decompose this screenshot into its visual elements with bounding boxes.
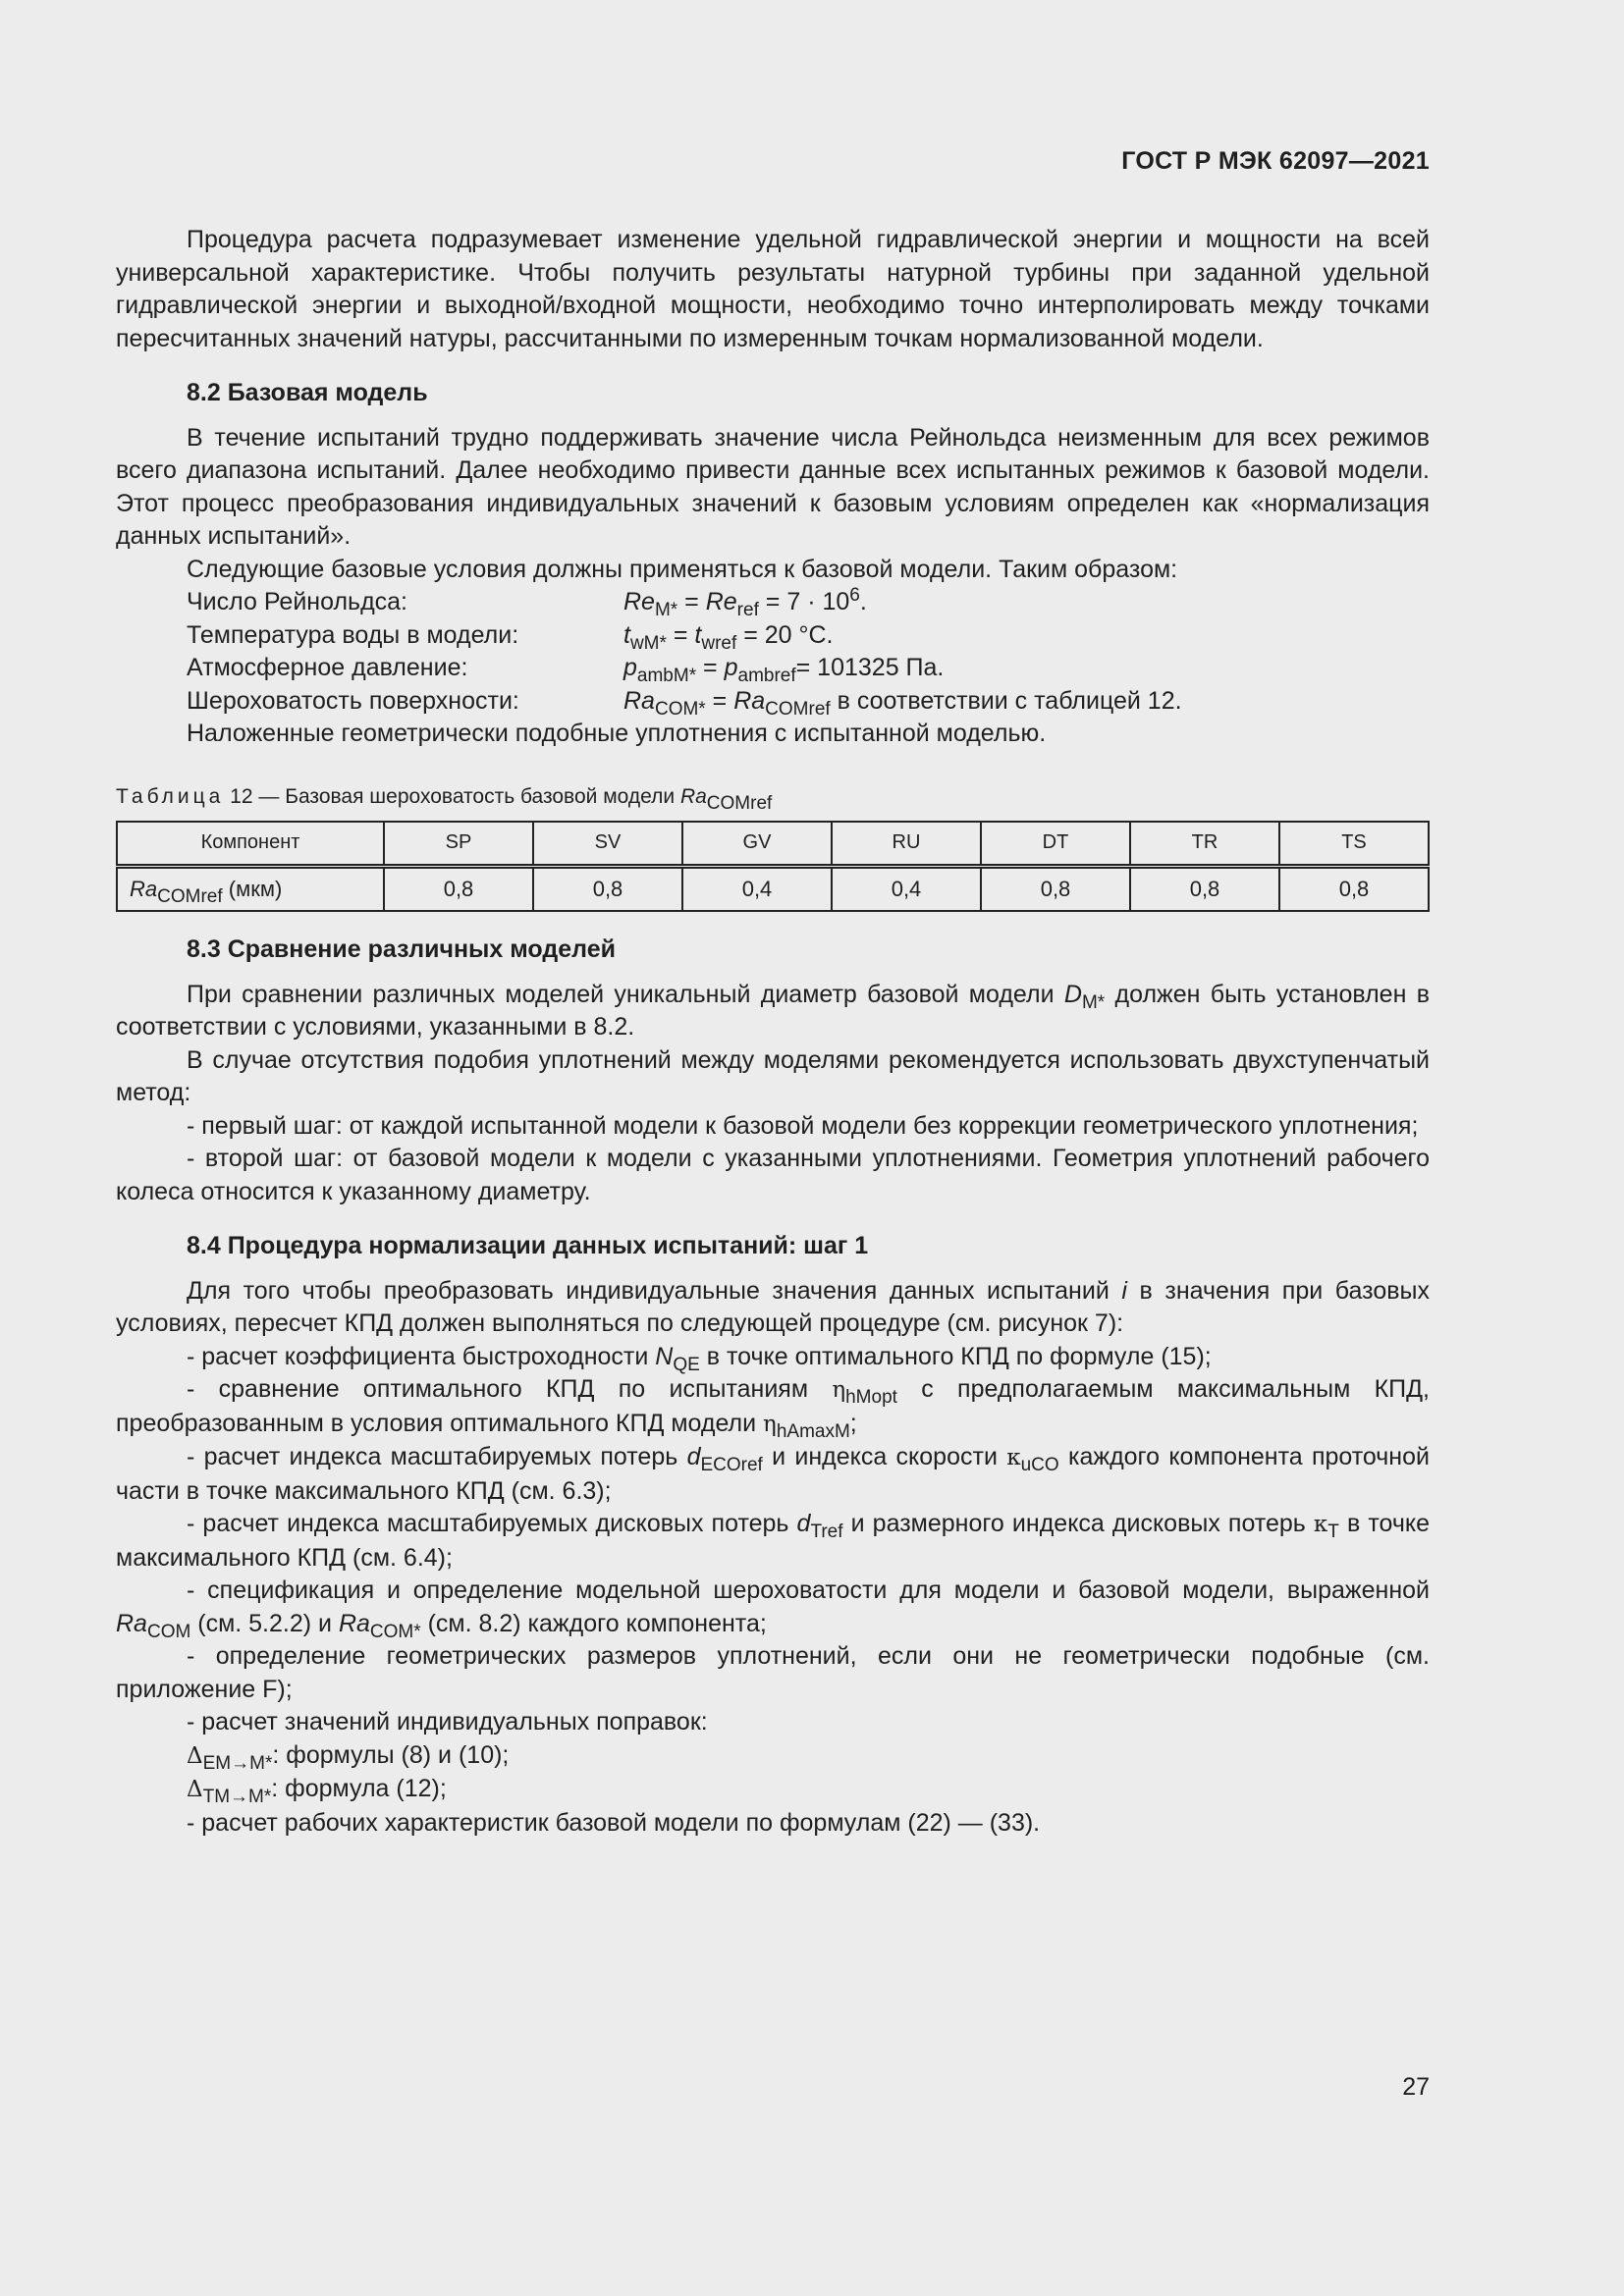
list-item: - расчет индекса масштабируемых потерь $d_{ECOref}$ и индекса скорости $\kappa_{uCO}$ каждого компонента проточной части в точке максимального КПД (см. 6.3); [116,1443,1430,1505]
condition-formula: $Re_{M*} = Re_{ref} = 7 \cdot 10^6$. [623,585,867,620]
list-item: - спецификация и определение модельной шероховатости для модели и базовой модели, выраженной $Ra_{COM}$ (см. 5.2.2) и $Ra_{COM*}$ (см. 8.2) каждого компонента; [116,1576,1430,1642]
list-item: - сравнение оптимального КПД по испытаниям $\eta_{hMopt}$ с предполагаемым максимальным КПД, преобразованным в условия оптимального КПД модели $\eta_{hAmaxM}$; [116,1375,1430,1442]
table-cell: 0,4 [682,867,832,912]
condition-formula: $p_{ambM*} = p_{ambref}= 101325$ Па. [623,654,945,686]
table-header-cell: TS [1279,822,1429,867]
table-header-cell: DT [981,822,1130,867]
section-heading-8-3: 8.3 Сравнение различных моделей [187,935,616,963]
table-header-cell: TR [1130,822,1279,867]
table-cell: 0,8 [533,867,682,912]
condition-name: Число Рейнольдса: [187,588,407,615]
table-cell: 0,8 [1130,867,1279,912]
condition-name: Температура воды в модели: [187,620,519,649]
paragraph: В течение испытаний трудно поддерживать значение числа Рейнольдса неизменным для всех режимов всего диапазона испытаний. Далее необходимо привести данные всех испытанных режимов к базовой модели. Этот процесс преобразования индивидуальных значений к базовым условиям определен как «нормализация данных испытаний». [116,423,1430,550]
table-cell: 0,4 [832,867,981,912]
table-header-cell: SP [384,822,533,867]
paragraph: Следующие базовые условия должны применяться к базовой модели. Таким образом: [187,555,1178,583]
paragraph: При сравнении различных моделей уникальный диаметр базовой модели $D_{M*}$ должен быть установлен в соответствии с условиями, указанными в 8.2. [116,980,1430,1041]
list-item: - первый шаг: от каждой испытанной модели к базовой модели без коррекции геометрического уплотнения; [187,1111,1419,1140]
condition-name: Шероховатость поверхности: [187,686,519,715]
paragraph: Наложенные геометрически подобные уплотнения с испытанной моделью. [187,720,1047,747]
list-item: - расчет коэффициента быстроходности $N_{QE}$ в точке оптимального КПД по формуле (15); [187,1342,1212,1375]
list-item: - расчет рабочих характеристик базовой модели по формулам (22) — (33). [187,1808,1041,1837]
list-item: - определение геометрических размеров уплотнений, если они не геометрически подобные (см. приложение F); [116,1642,1430,1703]
page-number: 27 [1402,2073,1430,2101]
list-item: - расчет значений индивидуальных поправок: [187,1708,708,1735]
paragraph: В случае отсутствия подобия уплотнений между моделями рекомендуется использовать двухступенчатый метод: [116,1045,1430,1106]
list-item: - второй шаг: от базовой модели к модели с указанными уплотнениями. Геометрия уплотнений рабочего колеса относится к указанному диаметру. [116,1145,1430,1205]
table-cell: 0,8 [981,867,1130,912]
table-header-cell: GV [682,822,832,867]
section-heading-8-4: 8.4 Процедура нормализации данных испытаний: шаг 1 [187,1232,869,1259]
section-heading-8-2: 8.2 Базовая модель [187,379,428,406]
table-header-cell: RU [832,822,981,867]
correction-item: $\Delta_{EM\to M*}$: формулы (8) и (10); [187,1740,510,1774]
condition-row-reynolds [116,586,1430,619]
table-header-cell: Компонент [117,822,384,867]
condition-row-pressure [116,652,1430,685]
condition-name: Атмосферное давление: [187,654,468,681]
standard-designation: ГОСТ Р МЭК 62097—2021 [1121,147,1430,175]
table-cell: 0,8 [1279,867,1429,912]
table-row-label: $Ra_{COMref}$ (мкм) [117,867,384,912]
correction-item: $\Delta_{TM\to M*}$: формула (12); [187,1775,447,1807]
table-row [117,867,1429,912]
table-cell: 0,8 [384,867,533,912]
condition-row-roughness [116,685,1430,719]
condition-formula: $t_{wM*} = t_{wref} = 20$ °C. [623,620,834,654]
condition-formula: $Ra_{COM*} = Ra_{COMref}$ в соответствии с таблицей 12. [623,686,1182,720]
list-item: - расчет индекса масштабируемых дисковых потерь $d_{Tref}$ и размерного индекса дисковых потерь $\kappa_T$ в точке максимального КПД (см. 6.4); [116,1510,1431,1572]
page-content [116,224,1430,1840]
roughness-table [116,821,1430,912]
condition-row-temperature [116,619,1430,653]
table-caption: Таблица 12 — Базовая шероховатость базовой модели $Ra_{COMref}$ [116,784,773,814]
table-header-cell: SV [533,822,682,867]
paragraph: Для того чтобы преобразовать индивидуальные значения данных испытаний i в значения при базовых условиях, пересчет КПД должен выполняться по следующей процедуре (см. рисунок 7): [116,1276,1430,1337]
table-header-row [117,822,1429,867]
intro-paragraph: Процедура расчета подразумевает изменение удельной гидравлической энергии и мощности на всей универсальной характеристике. Чтобы получить результаты натурной турбины при заданной удельной гидравлической энергии и выходной/входной мощности, необходимо точно интерполировать между точками пересчитанных значений натуры, рассчитанными по измеренным точкам нормализованной модели. [116,226,1430,352]
